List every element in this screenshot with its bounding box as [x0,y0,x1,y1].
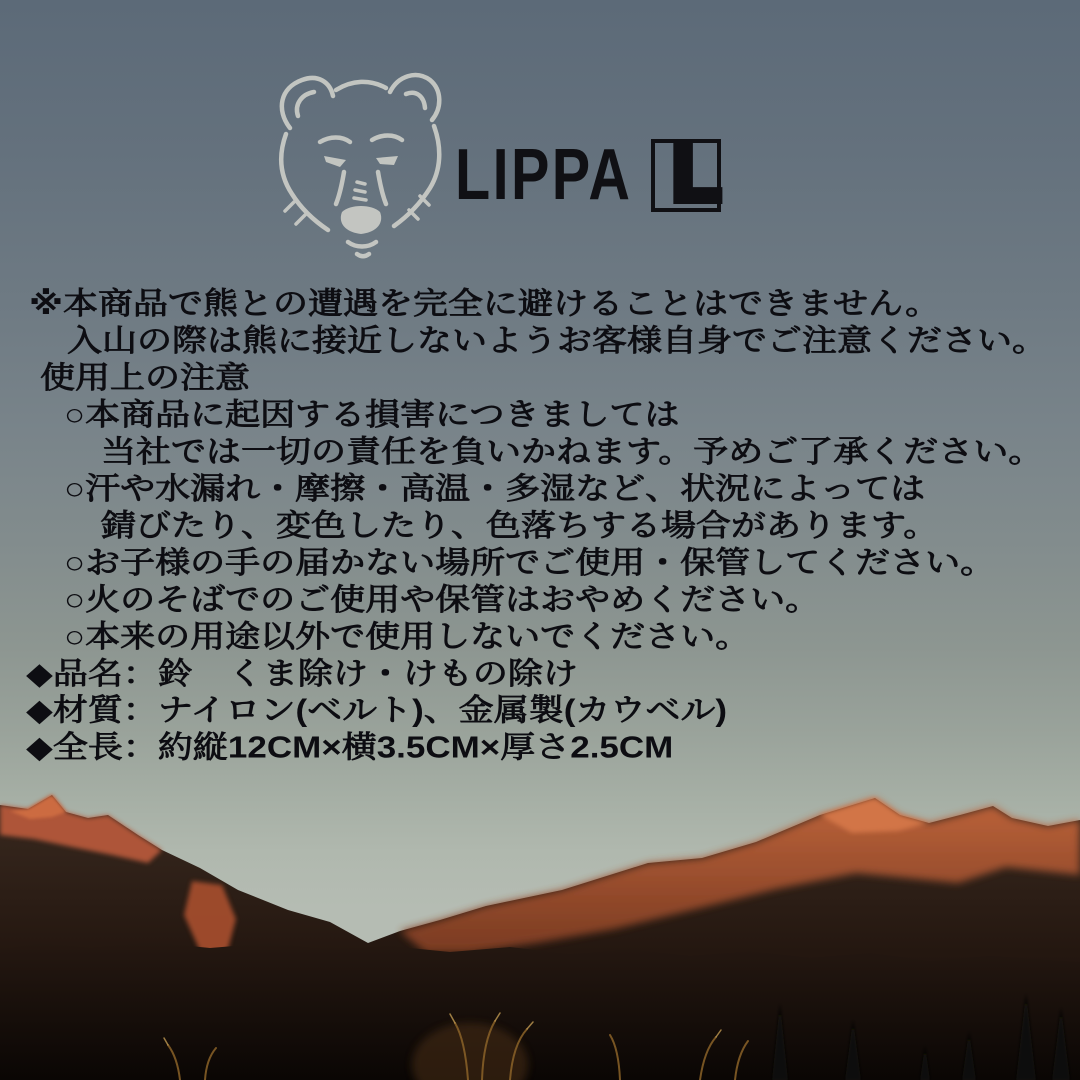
brand-name-text: LIPPA [455,135,633,215]
logo-mark-letter: L [672,128,721,217]
mountain-landscape-image [0,735,1080,1080]
notice-line: 当社では一切の責任を負いかねます。予めご了承ください。 [101,434,1044,470]
section-title: 使用上の注意 [40,360,251,396]
notice-line: ○本商品に起因する損害につきましては [64,397,680,433]
notice-line: ○本来の用途以外で使用しないでください。 [64,619,751,654]
usage-warning-text [0,286,1080,766]
warning-line: 入山の際は熊に接近しないようお客様自身でご注意ください。 [67,323,1048,359]
foreground-terrain [0,942,1080,1080]
spec-line: ◆材質：ナイロン(ベルト)、金属製(カウベル) [26,693,728,728]
notice-line: 錆びたり、変色したり、色落ちする場合があります。 [101,508,939,543]
notice-line: ○お子様の手の届かない場所でご使用・保管してください。 [64,545,996,580]
warning-line: ※本商品で熊との遭遇を完全に避けることはできません。 [29,286,941,322]
spec-line: ◆全長：約縦12CM×横3.5CM×厚さ2.5CM [26,730,674,765]
brand-logo [0,0,1080,270]
brand-logo-mark [651,128,737,225]
spec-line: ◆品名：鈴 くま除け・けもの除け [26,656,578,691]
notice-line: ○火のそばでのご使用や保管はおやめください。 [64,582,821,617]
bear-head-icon [258,64,462,264]
notice-line: ○汗や水漏れ・摩擦・高温・多湿など、状況によっては [64,471,926,506]
